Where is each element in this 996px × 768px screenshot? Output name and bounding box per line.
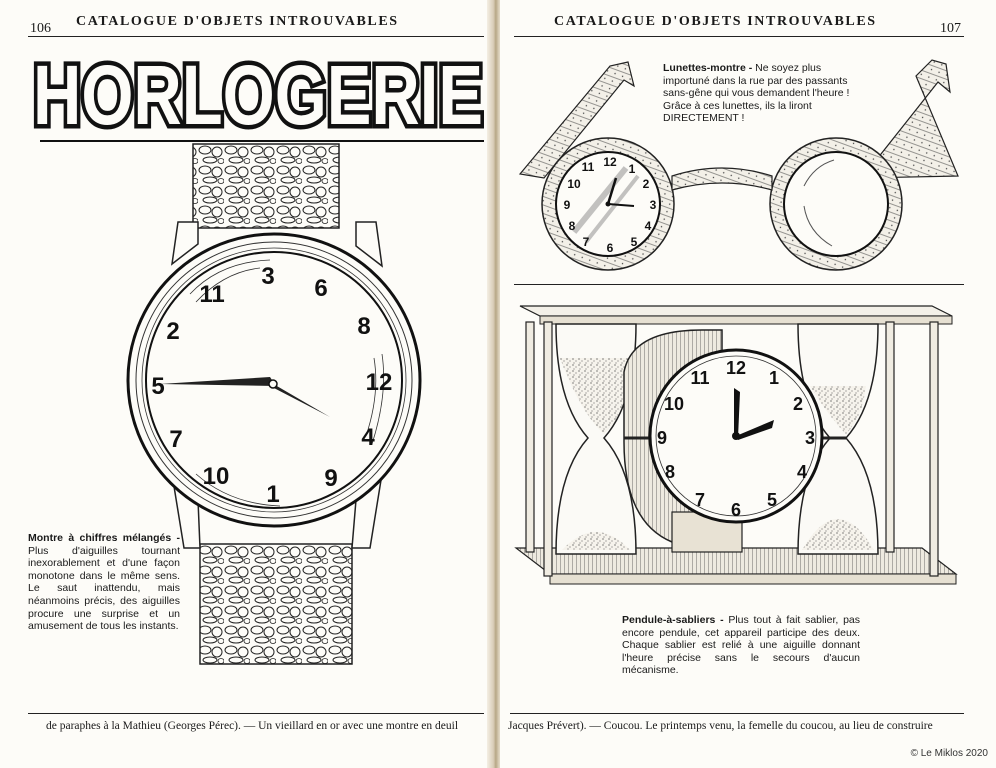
footer-rule-right (510, 713, 964, 714)
glasses-numeral: 7 (582, 235, 590, 249)
footer-left: de paraphes à la Mathieu (Georges Pérec). — Un vieillard en or avec une montre en deuil (46, 720, 459, 732)
hourglass-caption-body: Plus tout à fait sablier, pas encore pendule, cet appareil participe des deux. Chaque sablier est relié à une aiguille donnant l'heure précise sans le secours d'aucun mécanisme. (622, 614, 860, 677)
header-rule-right (514, 36, 964, 37)
watch-numeral: 5 (151, 373, 165, 400)
watch-numeral: 3 (261, 263, 275, 290)
watch-numeral: 6 (314, 275, 328, 302)
clock-numeral: 7 (694, 490, 706, 510)
hourglass-caption (622, 614, 860, 677)
glasses-numeral: 2 (642, 177, 650, 191)
section-title: HORLOGERIE (33, 48, 483, 142)
glasses-numeral: 9 (563, 198, 571, 212)
glasses-caption-title: Lunettes-montre - (663, 62, 753, 74)
watch-numeral: 12 (365, 369, 393, 396)
header-rule-left (28, 36, 484, 37)
glasses-numeral: 11 (581, 160, 595, 174)
watch-numeral: 1 (266, 481, 280, 508)
clock-numeral: 4 (796, 462, 808, 482)
glasses-numeral: 6 (606, 241, 614, 255)
watch-numeral: 11 (199, 281, 225, 308)
clock-numeral: 5 (766, 490, 778, 510)
clock-numeral: 2 (792, 394, 804, 414)
glasses-numeral: 4 (644, 219, 652, 233)
title-rule (40, 140, 484, 142)
section-title-graphic (28, 48, 488, 144)
clock-numeral: 3 (804, 428, 816, 448)
watch-strap-bottom (200, 544, 352, 664)
page-number-right: 107 (940, 21, 961, 36)
watch-strap-top (193, 144, 339, 228)
running-header-left: CATALOGUE D'OBJETS INTROUVABLES (76, 14, 399, 29)
watch-numeral: 2 (166, 318, 180, 345)
clock-numeral: 6 (730, 500, 742, 520)
glasses-numeral: 10 (567, 177, 581, 191)
clock-numeral: 1 (768, 368, 780, 388)
glasses-numeral: 3 (649, 198, 657, 212)
watch-numeral: 8 (357, 313, 371, 340)
hourglass-clock-illustration (512, 292, 966, 602)
watch-caption-body: Plus d'aiguilles tournant inexorablement et d'une façon monotone dans le même sens. Le saut inattendu, mais néanmoins précis, des aiguilles procure une surprise et un amusement de tous les instants. (28, 544, 180, 633)
middle-rule (514, 284, 964, 285)
glasses-caption-body: Ne soyez plus importuné dans la rue par des passants sans-gêne qui vous demandent l'heure ! Grâce à ces lunettes, ils la liront DIRECTEMENT ! (663, 62, 850, 125)
glasses-caption (663, 62, 859, 125)
copyright-notice: © Le Miklos 2020 (910, 748, 988, 759)
watch-caption (28, 532, 180, 633)
glasses-numeral: 8 (568, 219, 576, 233)
clock-numeral: 9 (656, 428, 668, 448)
left-page (0, 0, 490, 768)
watch-numeral: 4 (361, 424, 375, 451)
footer-rule-left (28, 713, 484, 714)
clock-numeral: 11 (690, 368, 710, 388)
hourglass-caption-title: Pendule-à-sabliers - (622, 614, 724, 626)
running-header-right: CATALOGUE D'OBJETS INTROUVABLES (554, 14, 877, 29)
glasses-numeral: 12 (603, 155, 617, 169)
clock-numeral: 8 (664, 462, 676, 482)
footer-right: Jacques Prévert). — Coucou. Le printemps venu, la femelle du coucou, au lieu de construire (508, 720, 933, 732)
clock-numeral: 12 (725, 358, 747, 378)
clock-numeral: 10 (663, 394, 685, 414)
glasses-numeral: 1 (628, 162, 636, 176)
watch-numeral: 7 (169, 426, 183, 453)
right-page (500, 0, 996, 768)
watch-numeral: 9 (324, 465, 338, 492)
glasses-numeral: 5 (630, 235, 638, 249)
page-number-left: 106 (30, 21, 51, 36)
watch-numeral: 10 (202, 463, 230, 490)
watch-caption-title: Montre à chiffres mélangés - (28, 532, 180, 544)
